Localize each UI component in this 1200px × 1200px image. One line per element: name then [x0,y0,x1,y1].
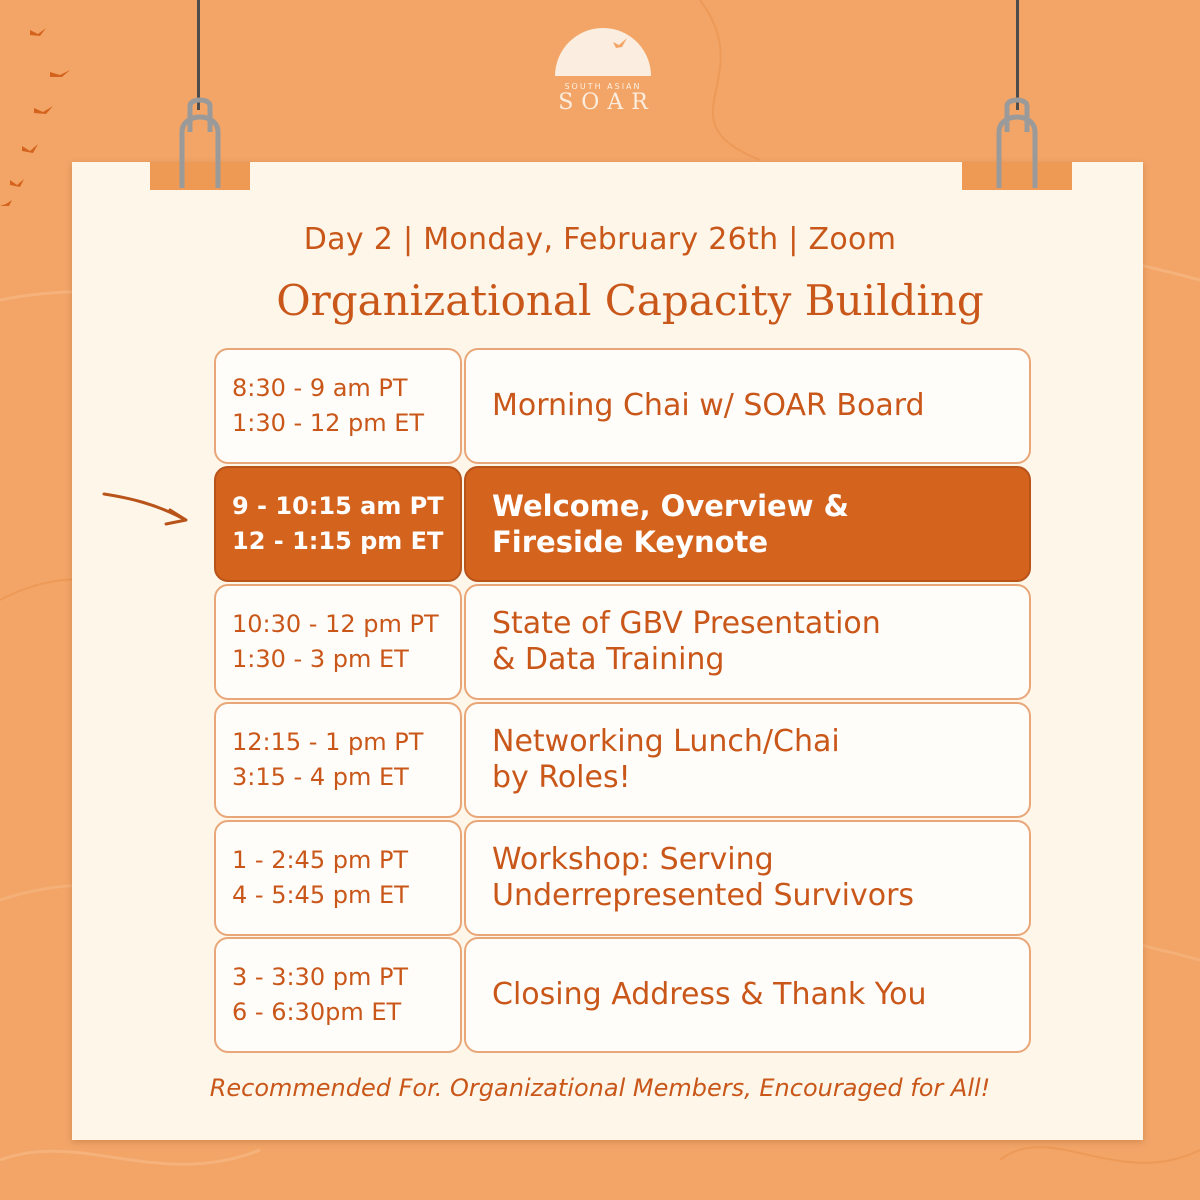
sun-arc-icon [555,28,651,76]
time-et: 12 - 1:15 pm ET [232,527,444,555]
event-cell [464,937,1031,1053]
time-et: 3:15 - 4 pm ET [232,763,409,791]
event-title-line-2: & Data Training [492,642,725,677]
time-cell [214,702,462,818]
schedule-row [214,348,1031,464]
event-day-line: Day 2 | Monday, February 26th | Zoom [303,222,897,257]
recommendation-note: Recommended For. Organizational Members, Encouraged for All! [209,1074,991,1102]
binder-clip-right-icon [977,92,1057,192]
time-cell [214,820,462,936]
arrow-pointer-icon [100,480,200,540]
time-pt: 3 - 3:30 pm PT [232,963,409,991]
time-et: 6 - 6:30pm ET [232,998,402,1026]
schedule-row [214,937,1031,1053]
bird-icon [613,38,631,50]
event-cell [464,466,1031,582]
page-title: Organizational Capacity Building [276,276,984,325]
time-et: 4 - 5:45 pm ET [232,881,409,909]
schedule-row [214,820,1031,936]
time-pt: 8:30 - 9 am PT [232,374,408,402]
time-pt: 12:15 - 1 pm PT [232,728,424,756]
time-et: 1:30 - 12 pm ET [232,409,425,437]
time-et: 1:30 - 3 pm ET [232,645,409,673]
logo-wordmark: SOAR [558,90,656,115]
event-title-line-2: Fireside Keynote [492,525,769,559]
time-pt: 1 - 2:45 pm PT [232,846,409,874]
event-title-line-1: Networking Lunch/Chai [492,724,840,759]
event-title-line-1: Workshop: Serving [492,842,774,877]
event-title-line-2: by Roles! [492,760,631,795]
event-cell [464,348,1031,464]
event-cell [464,820,1031,936]
event-cell [464,702,1031,818]
soar-logo [548,28,658,115]
schedule-row [214,584,1031,700]
time-pt: 9 - 10:15 am PT [232,492,444,520]
event-title-line-1: Welcome, Overview & [492,489,849,523]
event-title-line-1: State of GBV Presentation [492,606,881,641]
schedule-row-highlighted [214,466,1031,582]
time-pt: 10:30 - 12 pm PT [232,610,439,638]
time-cell [214,937,462,1053]
time-cell [214,348,462,464]
time-cell [214,466,462,582]
event-title-line-1: Morning Chai w/ SOAR Board [492,388,925,423]
time-cell [214,584,462,700]
event-title-line-1: Closing Address & Thank You [492,977,927,1012]
event-title-line-2: Underrepresented Survivors [492,878,915,913]
logo-tagline: SOUTH ASIAN [564,82,642,91]
event-cell [464,584,1031,700]
binder-clip-left-icon [160,92,240,192]
schedule-row [214,702,1031,818]
